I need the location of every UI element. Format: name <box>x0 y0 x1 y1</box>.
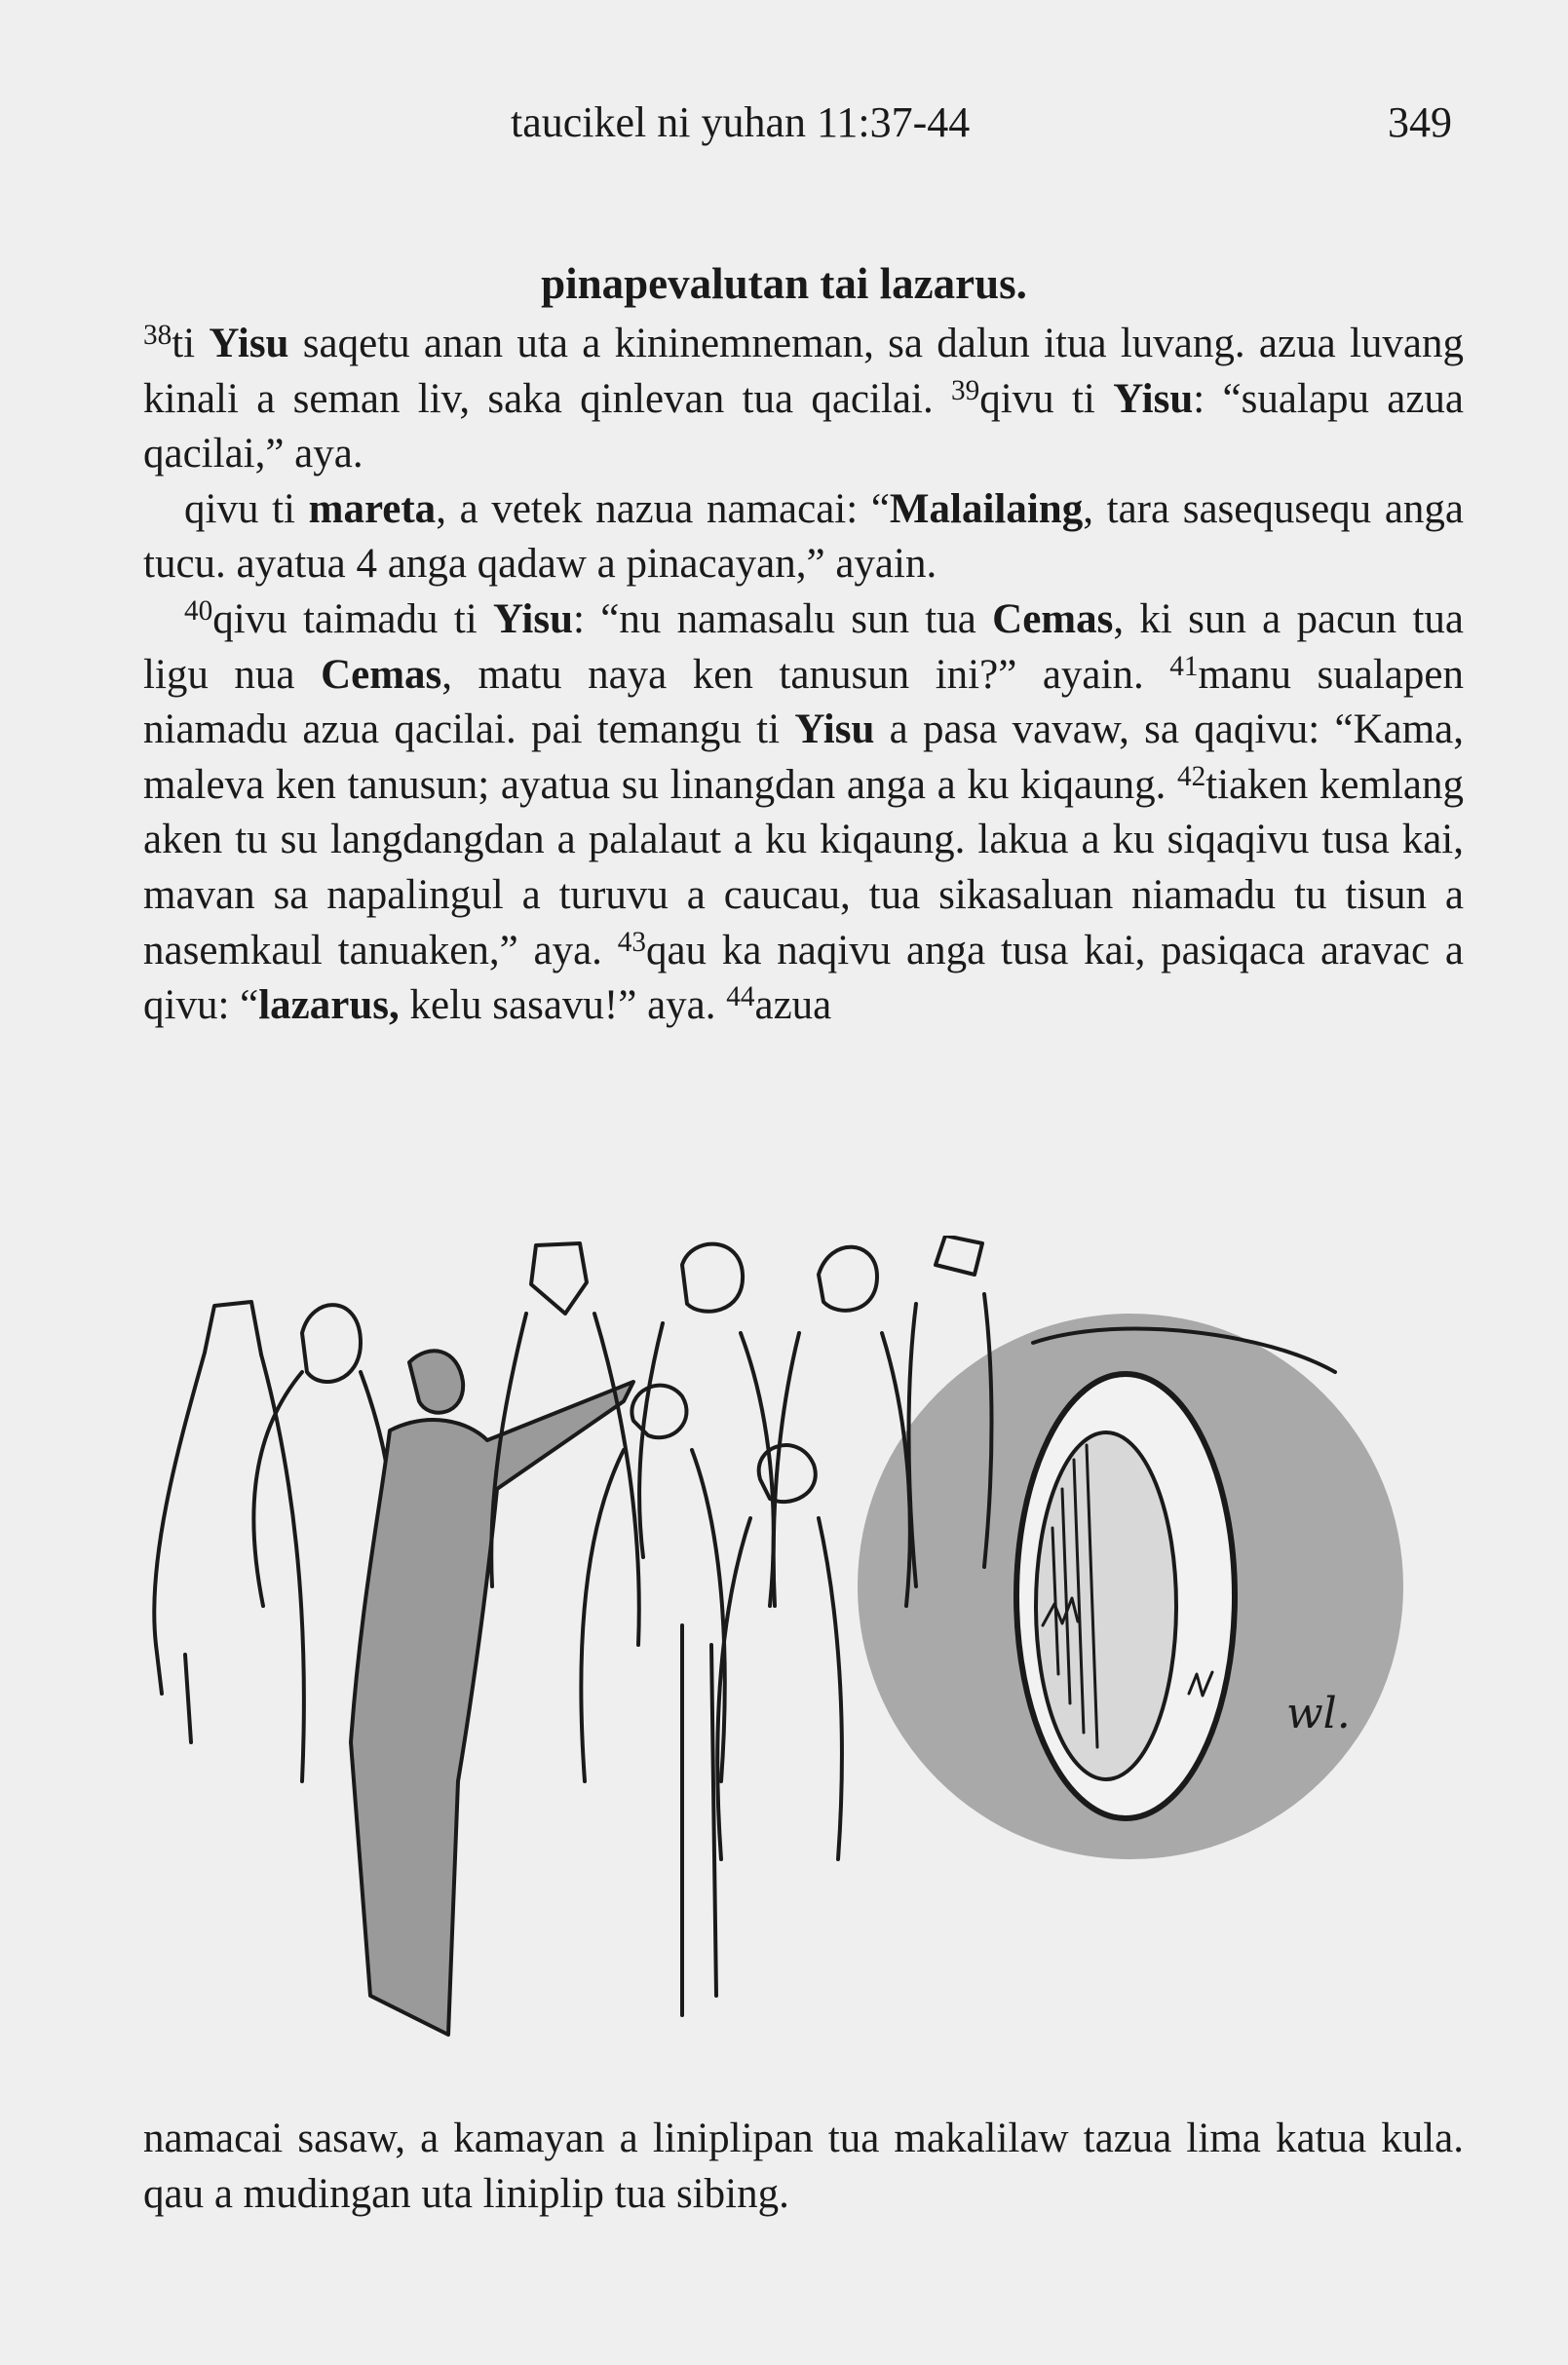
jesus-figure <box>351 1351 633 2035</box>
name-malailaing: Malailaing <box>889 485 1084 532</box>
verse-number: 41 <box>1169 650 1199 682</box>
paragraph <box>143 592 1464 1034</box>
name-yisu: Yisu <box>1113 375 1194 422</box>
text-run: kelu sasavu!” aya. <box>399 982 727 1029</box>
text-run: tiaken kemlang aken tu su langdangdan a palalaut a ku kiqaung. lakua a ku siqaqivu tusa kai, mavan sa napalingul a turuvu a caucau, tua sikasaluan niamadu tu tisun a nasemkaul tanuaken,” aya. <box>143 761 1464 973</box>
verse-number: 38 <box>143 319 172 351</box>
body-text-continued <box>143 2112 1464 2222</box>
text-run: qivu taimadu ti <box>212 595 493 642</box>
text-run: a pasa vavaw, sa qaqivu: “Kama, maleva ken tanusun; ayatua su linangdan anga a ku kiqaung. <box>143 706 1464 808</box>
name-yisu: Yisu <box>492 595 574 642</box>
name-lazarus: lazarus, <box>258 982 400 1029</box>
text-run: , ki sun a pacun tua ligu nua <box>143 595 1464 698</box>
paragraph <box>143 317 1464 482</box>
name-yisu: Yisu <box>794 706 875 753</box>
name-cemas: Cemas <box>992 595 1114 642</box>
body-text <box>143 317 1464 1034</box>
verse-number: 39 <box>951 374 980 406</box>
text-run: azua <box>754 982 832 1029</box>
text-run: , tara sasequsequ anga tucu. ayatua 4 anga qadaw a pinacayan,” ayain. <box>143 485 1464 588</box>
text-run: qau ka naqivu anga tusa kai, pasiqaca aravac a qivu: “ <box>143 927 1465 1029</box>
text-run: , a vetek nazua namacai: “ <box>436 485 890 532</box>
text-run: manu sualapen niamadu azua qacilai. pai temangu ti <box>143 651 1464 753</box>
paragraph <box>143 482 1464 592</box>
artist-signature: wl. <box>1286 1689 1351 1738</box>
text-run: saqetu anan uta a kininemneman, sa dalun itua luvang. azua luvang kinali a seman liv, saka qinlevan tua qacilai. <box>143 321 1464 422</box>
verse-number: 43 <box>617 926 646 958</box>
text-run: namacai sasaw, a kamayan a liniplipan tua makalilaw tazua lima katua kula. qau a mudingan uta liniplip tua sibing. <box>143 2116 1464 2217</box>
tomb-scene-illustration <box>136 1236 1423 2074</box>
page-number: 349 <box>1388 98 1452 146</box>
text-run: : “sualapu azua qacilai,” aya. <box>143 375 1464 477</box>
name-yisu: Yisu <box>209 321 289 366</box>
page-header <box>146 97 1452 156</box>
text-run: qivu ti <box>979 375 1114 422</box>
text-run: qivu ti <box>184 485 309 532</box>
text-run: : “nu namasalu sun tua <box>573 595 993 642</box>
paragraph <box>143 2112 1464 2222</box>
text-run: ti <box>172 321 210 366</box>
verse-number: 44 <box>726 980 755 1012</box>
verse-number: 42 <box>1176 760 1206 792</box>
verse-number: 40 <box>184 594 213 627</box>
text-run: , matu naya ken tanusun ini?” ayain. <box>441 651 1170 698</box>
name-mareta: mareta <box>308 485 437 532</box>
section-heading: pinapevalutan tai lazarus. <box>541 259 1027 308</box>
running-head: taucikel ni yuhan 11:37-44 <box>511 98 971 146</box>
name-cemas: Cemas <box>321 651 442 698</box>
